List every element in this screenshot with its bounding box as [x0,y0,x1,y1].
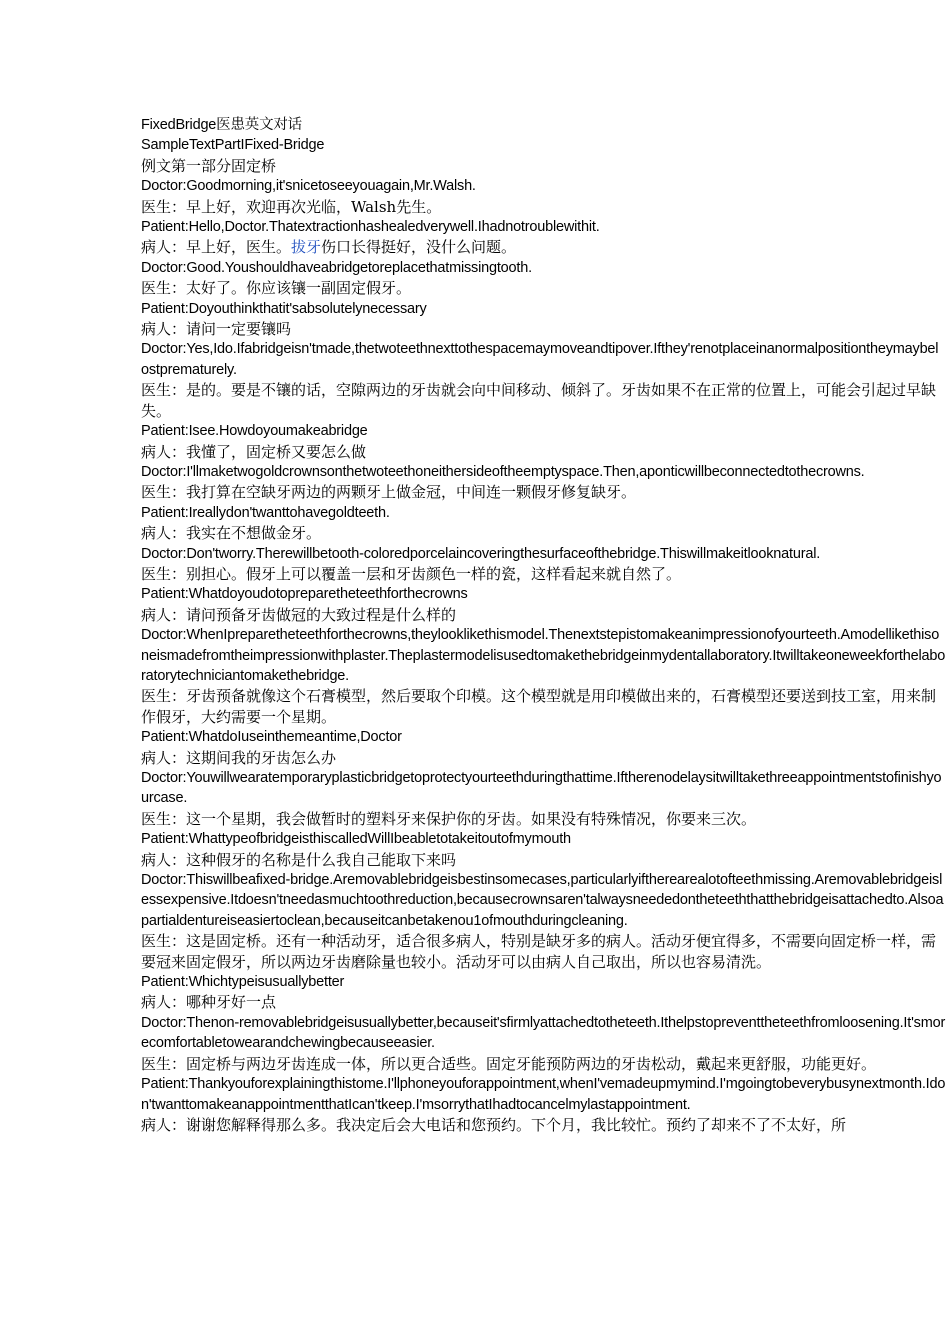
dialogue-line-zh: 医生：牙齿预备就像这个石膏模型，然后要取个印模。这个模型就是用印模做出来的，石膏模型还要送到技工室，用来制作假牙，大约需要一个星期。 [141,687,937,726]
dialogue-line-en: Doctor:Good.Youshouldhaveabridgetoreplacethatmissingtooth. [141,259,532,276]
dialogue-line-zh: 医生：是的。要是不镶的话，空隙两边的牙齿就会向中间移动、倾斜了。牙齿如果不在正常的位置上，可能会引起过早缺失。 [141,381,937,420]
dialogue-line-zh: 医生：太好了。你应该镶一副固定假牙。 [141,279,412,298]
dialogue-line-zh: 病人：哪种牙好一点 [141,993,277,1012]
document-subtitle-en: SampleTextPartIFixed-Bridge [141,137,325,154]
dialogue-line-zh: 病人：这期间我的牙齿怎么办 [141,748,337,767]
dialogue-line-en: Doctor:Youwillwearatemporaryplasticbridgetoprotectyourteethduringthattime.Iftherenodelaysitwilltakethreeappointmentstofinishyourcase. [141,770,942,807]
dialogue-line-zh: 医生：这一个星期，我会做暂时的塑料牙来保护你的牙齿。如果没有特殊情况，你要来三次。 [141,809,757,828]
dialogue-line-en: Patient:Hello,Doctor.Thatextractionhashealedverywell.Ihadnotroublewithit. [141,219,600,236]
dialogue-line-en: Doctor:Goodmorning,it'snicetoseeyouagain,Mr.Walsh. [141,178,476,195]
dialogue-line-zh: 病人：我实在不想做金牙。 [141,524,322,543]
dialogue-line-en: Patient:WhatdoIuseinthemeantime,Doctor [141,729,402,746]
document-subtitle-zh: 例文第一部分固定桥 [141,156,277,175]
dialogue-line-zh: 医生：早上好，欢迎再次光临，Walsh先生。 [141,197,442,216]
dialogue-line-en: Patient:Doyouthinkthatit'sabsolutelynecessary [141,300,427,317]
dialogue-line-zh: 病人：这种假牙的名称是什么我自己能取下来吗 [141,850,457,869]
dialogue-line-en: Patient:Whatdoyoudotopreparetheteethforthecrowns [141,586,468,603]
document-page [141,115,946,1135]
dialogue-line-en: Patient:Thankyouforexplainingthistome.I'llphoneyouforappointment,whenI'vemadeupmymind.I'mgoingtobeverybusynextmonth.Idon'twanttomakeanappointmentthatIcan'tkeep.I'msorrythatIhadtocancelmylastappointment. [141,1076,946,1113]
dialogue-line-en: Patient:Ireallydon'twanttohavegoldteeth. [141,504,390,521]
dialogue-line-en: Doctor:Don'tworry.Therewillbetooth-coloredporcelaincoveringthesurfaceofthebridge.Thiswillmakeitlooknatural. [141,545,821,562]
dialogue-line-zh: 病人：我懂了，固定桥又要怎么做 [141,442,367,461]
dialogue-line-en: Patient:Whichtypeisusuallybetter [141,974,345,991]
dialogue-line-zh: 医生：这是固定桥。还有一种活动牙，适合很多病人，特别是缺牙多的病人。活动牙便宜得多，不需要向固定桥一样，需要冠来固定假牙，所以两边牙齿磨除量也较小。活动牙可以由病人自己取出，所以也容易清洗。 [141,932,937,971]
inline-link[interactable]: 拔牙 [291,238,322,257]
dialogue-line-zh: 病人：请问预备牙齿做冠的大致过程是什么样的 [141,605,457,624]
dialogue-line-en: Patient:Isee.Howdoyoumakeabridge [141,423,368,440]
dialogue-line-zh: 病人：请问一定要镶吗 [141,320,292,339]
dialogue-line-zh: 医生：固定桥与两边牙齿连成一体，所以更合适些。固定牙能预防两边的牙齿松动，戴起来更舒服，功能更好。 [141,1054,877,1073]
dialogue-line-en: Doctor:I'llmaketwogoldcrownsonthetwoteethoneithersideoftheemptyspace.Then,aponticwillbeconnectedtothecrowns. [141,463,865,480]
dialogue-line-en: Patient:WhattypeofbridgeisthiscalledWillIbeabletotakeitoutofmymouth [141,831,571,848]
dialogue-body [141,176,946,1135]
dialogue-line-en: Doctor:Thiswillbeafixed-bridge.Aremovablebridgeisbestinsomecases,particularlyiftherearealotofteethmissing.Aremovablebridgeislessexpensive.Itdoesn'tneedasmuchtoothreduction,becausecrownsaren'talwaysneededontheteeththatthebridgeisattachedto.Alsoapartialdentureiseasiertoclean,becauseitcanbetakenou1ofmouthduringcleaning. [141,872,944,929]
dialogue-line-zh: 医生：我打算在空缺牙两边的两颗牙上做金冠，中间连一颗假牙修复缺牙。 [141,483,637,502]
document-title: FixedBridge医患英文对话 [141,117,302,133]
dialogue-line-en: Doctor:Thenon-removablebridgeisusuallybetter,becauseit'sfirmlyattachedtotheteeth.Ithelpstopreventtheteethfromloosening.It'smorecomfortabletowearandchewingbecauseeasier. [141,1014,946,1052]
dialogue-line-zh: 医生：别担心。假牙上可以覆盖一层和牙齿颜色一样的瓷，这样看起来就自然了。 [141,564,682,583]
dialogue-line-zh: 病人：早上好，医生。拔牙伤口长得挺好，没什么问题。 [141,238,517,257]
dialogue-line-zh: 病人：谢谢您解释得那么多。我决定后会大电话和您预约。下个月，我比较忙。预约了却来不了不太好，所 [141,1115,847,1134]
dialogue-line-en: Doctor:Yes,Ido.Ifabridgeisn'tmade,thetwoteethnexttothespacemaymoveandtipover.Ifthey'renotplaceinanormalpositiontheymaybelostprematurely. [141,341,939,378]
dialogue-line-en: Doctor:WhenIpreparetheteethforthecrowns,theylooklikethismodel.Thenextstepistomakeanimpressionofyourteeth.Amodellikethisoneismadefromtheimpressionwithplaster.Theplastermodelisusedtomakethebridgeinmydentallaboratory.Itwilltakeoneweekforthelaboratorytechniciantomakethebridge. [141,627,946,684]
